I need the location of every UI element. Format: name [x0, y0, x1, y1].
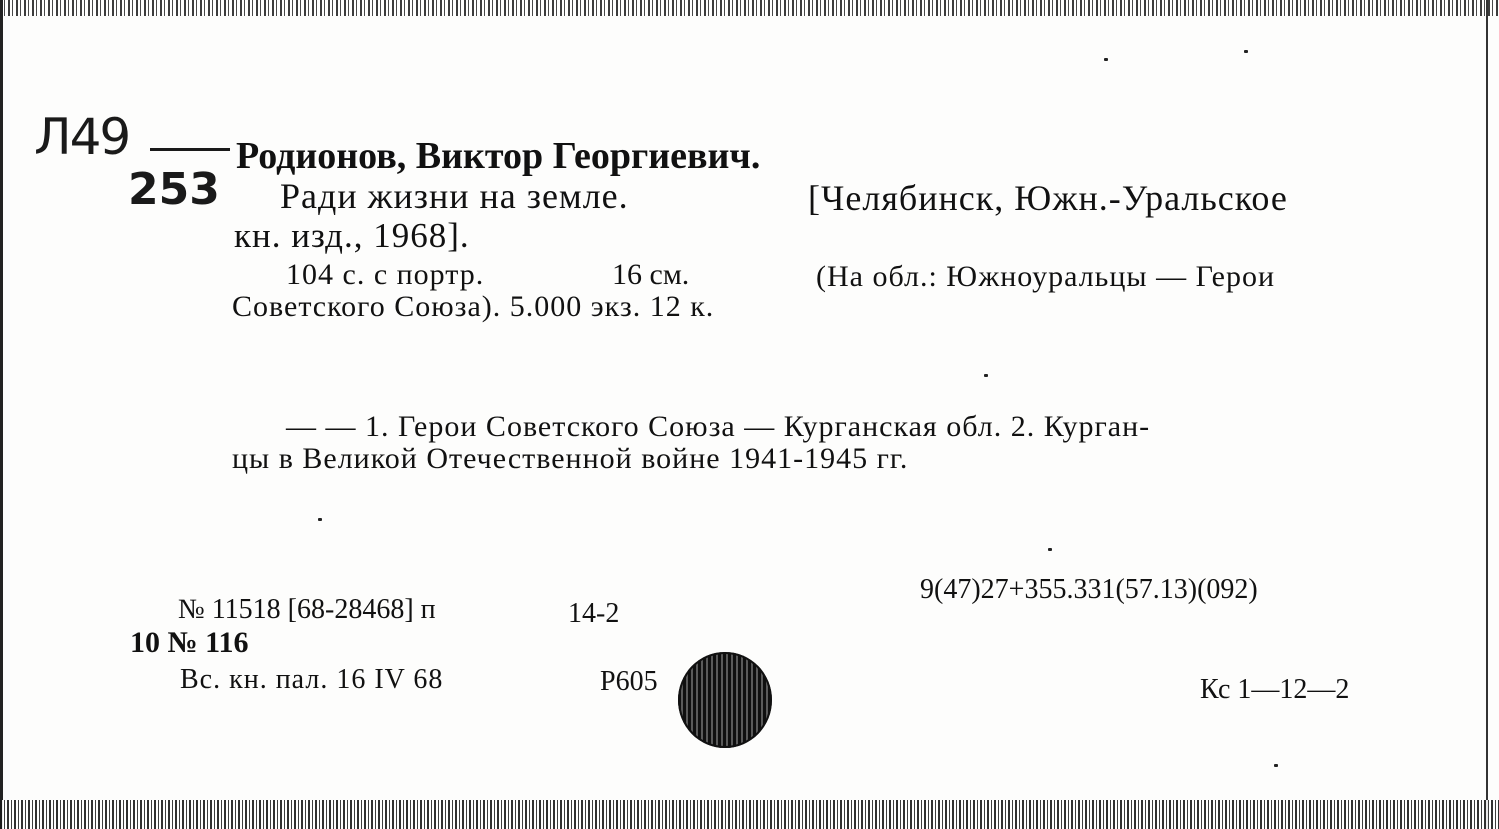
speck: [1244, 50, 1248, 53]
speck: [1274, 764, 1278, 767]
author-heading: Родионов, Виктор Георгиевич.: [236, 135, 761, 177]
subjects-line1: — — 1. Герои Советского Союза — Курганская обл. 2. Курган-: [286, 410, 1151, 443]
book-title: Ради жизни на земле.: [280, 176, 629, 216]
speck: [984, 374, 988, 377]
card-right-edge: [1486, 0, 1488, 829]
imprint-continuation: кн. изд., 1968].: [234, 216, 470, 255]
speck: [1048, 548, 1052, 551]
kc-code: Кс 1—12—2: [1200, 674, 1350, 705]
chamber-date: Вс. кн. пал. 16 IV 68: [180, 664, 444, 695]
call-number-line2: 253: [128, 164, 220, 215]
copy-number: 10 № 116: [130, 626, 249, 659]
imprint: [Челябинск, Южн.-Уральское: [808, 178, 1288, 218]
call-number-line1: Л49: [34, 108, 130, 166]
speck: [318, 518, 322, 521]
call-number-dash: [150, 148, 230, 151]
card-top-edge: [0, 0, 1499, 16]
card-bottom-edge: [0, 800, 1499, 829]
classification-index: 9(47)27+355.331(57.13)(092): [920, 574, 1258, 605]
record-number: № 11518 [68-28468] п: [178, 594, 436, 625]
description-line2: Советского Союза). 5.000 экз. 12 к.: [232, 290, 715, 323]
price-code: Р605: [600, 666, 658, 697]
record-number-suffix: 14-2: [568, 598, 620, 629]
subjects-line2: цы в Великой Отечественной войне 1941-1945 гг.: [232, 442, 909, 475]
punch-hole: [678, 652, 772, 748]
description-pages: 104 с. с портр.: [286, 258, 485, 291]
description-size: 16 см.: [612, 258, 690, 291]
description-note: (На обл.: Южноуральцы — Герои: [816, 260, 1276, 293]
speck: [1104, 58, 1108, 61]
card-left-edge: [0, 0, 3, 829]
